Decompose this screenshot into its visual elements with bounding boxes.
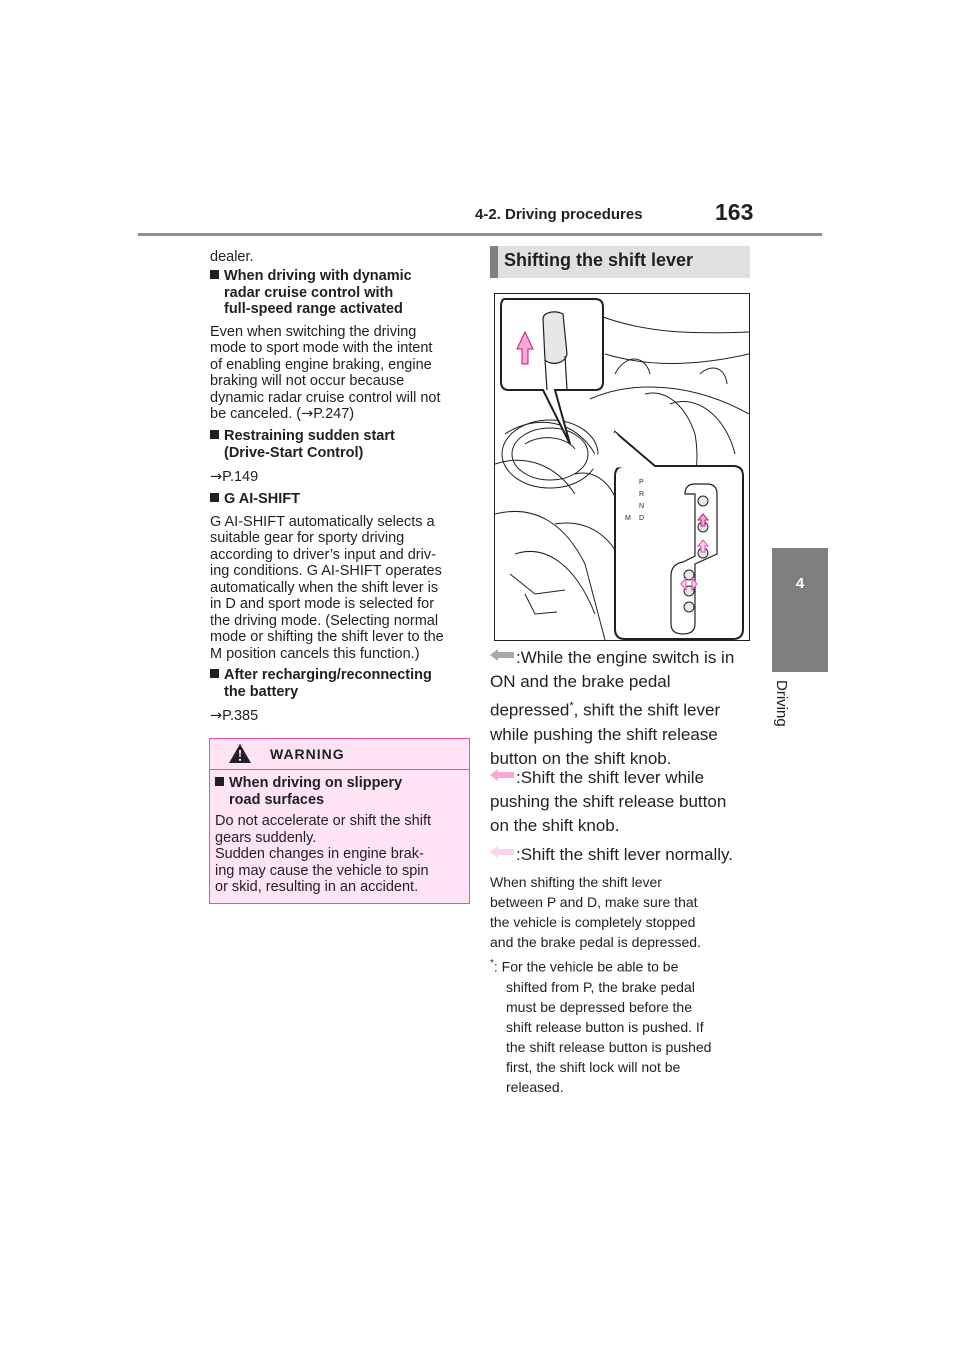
item-heading: Restraining sudden start (Drive-Start Control)	[210, 428, 468, 461]
legend-item-dark: :While the engine switch is in ON and the brake pedal depressed*, shift the shift lever while pushing the shift release button on the shift knob.	[490, 648, 735, 768]
footnote-marker: *	[569, 700, 574, 712]
warning-triangle-icon	[228, 743, 252, 764]
square-bullet-icon	[210, 669, 219, 678]
chapter-label	[766, 680, 834, 760]
chapter-number: 4	[795, 575, 805, 592]
reference-arrow-icon: →	[301, 406, 314, 422]
chapter-label-text: Driving	[773, 680, 790, 727]
reference-arrow-icon: →	[210, 469, 223, 485]
item-ref	[210, 708, 468, 725]
footnote-marker: *	[490, 958, 494, 969]
item-heading: When driving with dynamic radar cruise control with full-speed range activated	[210, 268, 468, 318]
warning-body: Do not accelerate or shift the shift gears suddenly. Sudden changes in engine brak- ing may cause the vehicle to spin or skid, resulting in an accident.	[215, 813, 431, 895]
header-divider	[138, 233, 822, 236]
item-drive-start-control	[210, 428, 468, 486]
section-heading: Shifting the shift lever	[504, 250, 694, 270]
gate-label-d: D	[639, 515, 645, 522]
cabin-drawing	[495, 294, 749, 640]
reference-arrow-icon: →	[210, 708, 223, 724]
chapter-tab	[772, 548, 828, 672]
item-heading: After recharging/reconnecting the battery	[210, 667, 468, 700]
footnote: *: For the vehicle be able to be shifted from P, the brake pedal must be depressed before the shift release button is pushed. If the shift release button is pushed first, the shift lock will not be released.	[490, 958, 712, 1095]
item-body: Even when switching the driving mode to sport mode with the intent of enabling engine braking, engine braking will not occur because dynamic radar cruise control will not be canceled. (→P.247)	[210, 323, 441, 422]
square-bullet-icon	[210, 493, 219, 502]
item-g-ai-shift	[210, 491, 468, 662]
page-reference-link[interactable]: P.385	[222, 708, 259, 724]
item-body: G AI-SHIFT automatically selects a suitable gear for sporty driving according to driver’s input and driv- ing conditions. G AI-SHIFT operates automatically when the shift lever is in D and sport mode is selected for the driving mode. (Selecting normal mode or shifting the shift lever to the M position cancels this function.)	[210, 513, 444, 662]
shift-lever-illustration	[494, 293, 750, 641]
page-reference-link[interactable]: P.149	[222, 469, 259, 485]
warning-heading: When driving on slippery road surfaces	[215, 775, 465, 808]
pink-arrow-icon	[490, 769, 514, 781]
light-pink-arrow-icon	[490, 846, 514, 858]
legend-item-medium: :Shift the shift lever while pushing the shift release button on the shift knob.	[490, 768, 727, 835]
page-number: 163	[715, 199, 754, 225]
page-reference-link[interactable]: P.247)	[313, 406, 355, 422]
gate-label-m: M	[625, 515, 631, 522]
square-bullet-icon	[215, 777, 224, 786]
gate-label-p: P	[639, 479, 644, 486]
shift-note: When shifting the shift lever between P and D, make sure that the vehicle is completely stopped and the brake pedal is depressed.	[490, 874, 701, 950]
legend-item-light: :Shift the shift lever normally.	[490, 843, 752, 867]
warning-title: WARNING	[270, 746, 345, 762]
item-battery	[210, 667, 468, 725]
gate-label-n: N	[639, 503, 645, 510]
item-dynamic-radar	[210, 268, 468, 423]
item-ref	[210, 469, 468, 486]
square-bullet-icon	[210, 430, 219, 439]
section-title: 4-2. Driving procedures	[475, 206, 643, 223]
section-heading-accent	[490, 246, 498, 278]
gate-label-r: R	[639, 491, 645, 498]
square-bullet-icon	[210, 270, 219, 279]
intro-text: dealer.	[210, 249, 254, 265]
dark-arrow-icon	[490, 649, 514, 661]
item-heading: G AI-SHIFT	[210, 491, 468, 508]
